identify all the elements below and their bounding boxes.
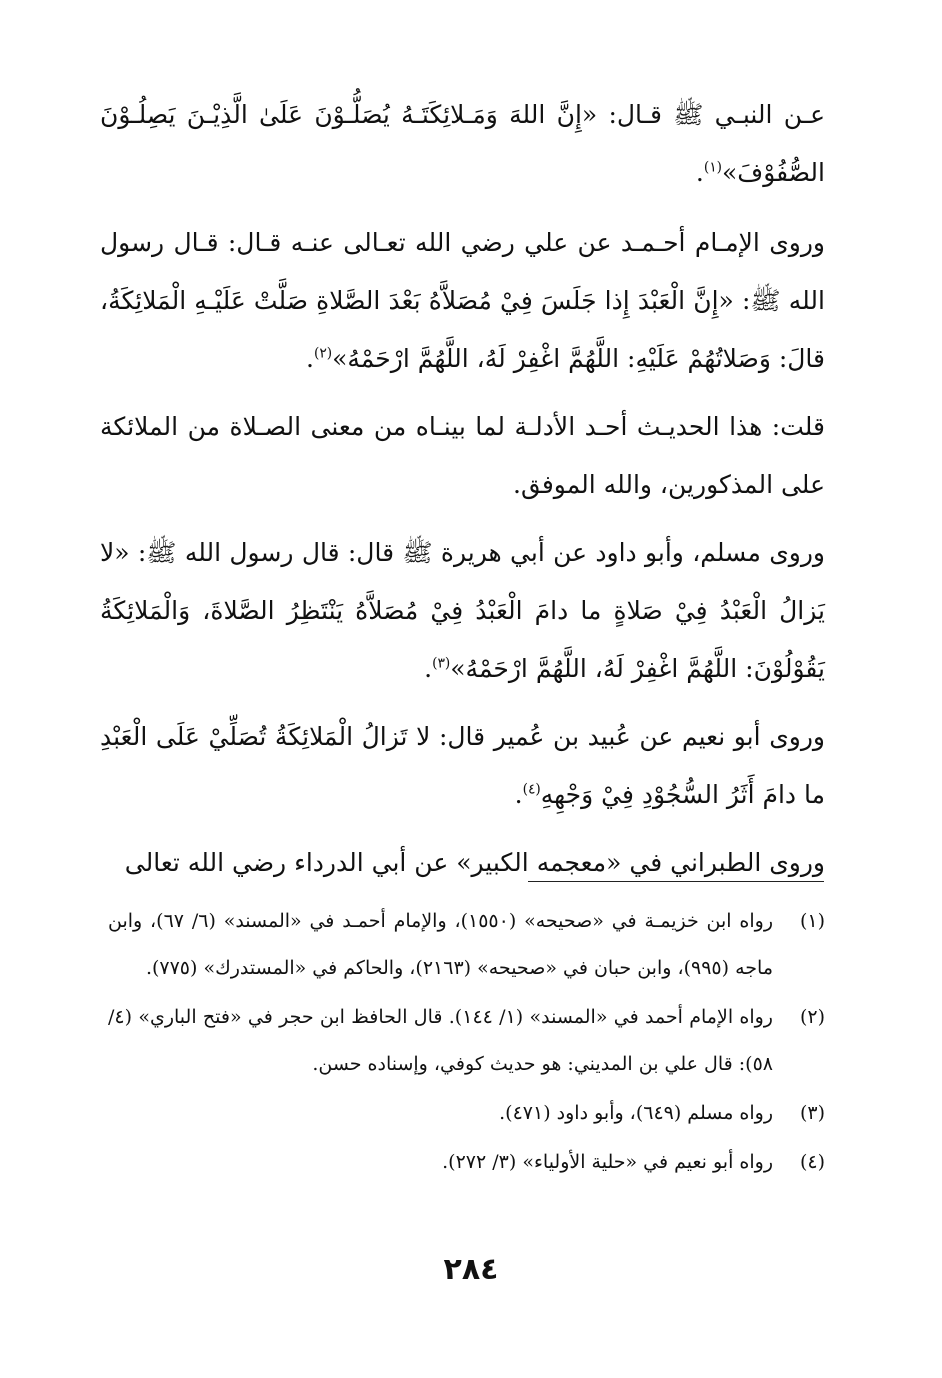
- paragraph-text: وروى أبو نعيم عن عُبيد بن عُمير قال: لا تَزالُ الْمَلائِكَةُ تُصَلِّيْ عَلَى الْعَبْدِ ما دامَ أَثَرُ السُّجُوْدِ فِيْ وَجْهِهِ: [100, 722, 825, 809]
- paragraph-1: [100, 86, 825, 202]
- footnote-text: رواه الإمام أحمد في «المسند» (١/ ١٤٤). قال الحافظ ابن حجر في «فتح الباري» (٤/ ٥٨): قال علي بن المديني: هو حديث كوفي، وإسناده حسن.: [108, 1006, 773, 1075]
- paragraph-text: وروى مسلم، وأبو داود عن أبي هريرة ﷺ قال: قال رسول الله ﷺ: «لا يَزالُ الْعَبْدُ فِيْ صَلاةٍ ما دامَ الْعَبْدُ فِيْ مُصَلاَّهُ يَنْتَظِرُ الصَّلاةَ، وَالْمَلائِكَةُ يَقُوْلُوْنَ: اللَّهُمَّ اغْفِرْ لَهُ، اللَّهُمَّ ارْحَمْهُ»: [100, 538, 825, 683]
- paragraph-6: [100, 834, 825, 892]
- footnote-ref[interactable]: (٣): [432, 655, 451, 672]
- footnote-number: (١): [799, 910, 825, 932]
- footnote-number: (٢): [799, 1006, 825, 1028]
- footnote-number: (٤): [799, 1151, 825, 1173]
- paragraph-text: وروى الطبراني في «معجمه الكبير» عن أبي الدرداء رضي الله تعالى: [124, 848, 825, 877]
- paragraph-end: .: [306, 344, 314, 373]
- main-text: [100, 86, 825, 902]
- paragraph-text: قلت: هذا الحديـث أحـد الأدلـة لما بينـاه من معنى الصـلاة من الملائكة على المذكورين، والله الموفق.: [100, 412, 825, 499]
- footnotes: [108, 898, 825, 1188]
- paragraph-4: [100, 524, 825, 698]
- paragraph-end: .: [695, 158, 704, 187]
- page-number: ٢٨٤: [443, 1252, 499, 1287]
- paragraph-2: [100, 214, 825, 388]
- footnote-text: رواه مسلم (٦٤٩)، وأبو داود (٤٧١).: [499, 1102, 773, 1124]
- footnote-separator: [528, 881, 824, 882]
- paragraph-5: [100, 708, 825, 824]
- footnote-ref[interactable]: (٢): [314, 345, 333, 362]
- footnote-number: (٣): [799, 1102, 825, 1124]
- footnote-ref[interactable]: (١): [703, 159, 722, 176]
- paragraph-text: عـن النبـي ﷺ قـال: «إِنَّ اللهَ وَمَـلائِكَتَـهُ يُصَلُّـوْنَ عَلَىٰ الَّذِيْـنَ يَصِلُـوْنَ الصُّفُوْفَ»: [100, 100, 825, 187]
- footnote-1: [108, 898, 825, 992]
- footnote-ref[interactable]: (٤): [522, 781, 541, 798]
- footnote-text: رواه ابن خزيمـة في «صحيحه» (١٥٥٠)، والإمام أحمـد في «المسند» (٦/ ٦٧)، وابن ماجه (٩٩٥)، وابن حبان في «صحيحه» (٢١٦٣)، والحاكم في «المستدرك» (٧٧٥).: [108, 910, 773, 979]
- footnote-4: [108, 1139, 825, 1186]
- paragraph-end: .: [514, 780, 523, 809]
- footnote-3: [108, 1090, 825, 1137]
- paragraph-end: .: [424, 654, 433, 683]
- footnote-2: [108, 994, 825, 1088]
- paragraph-3: [100, 398, 825, 514]
- footnote-text: رواه أبو نعيم في «حلية الأولياء» (٣/ ٢٧٢).: [442, 1151, 773, 1173]
- paragraph-text: وروى الإمـام أحـمـد عن علي رضي الله تعـالى عنـه قـال: قـال رسول الله ﷺ: «إِنَّ الْعَبْدَ إِذا جَلَسَ فِيْ مُصَلاَّهُ بَعْدَ الصَّلاةِ صَلَّتْ عَلَيْـهِ الْمَلائِكَةُ، قالَ: وَصَلاتُهُمْ عَلَيْهِ: اللَّهُمَّ اغْفِرْ لَهُ، اللَّهُمَّ ارْحَمْهُ»: [100, 228, 825, 373]
